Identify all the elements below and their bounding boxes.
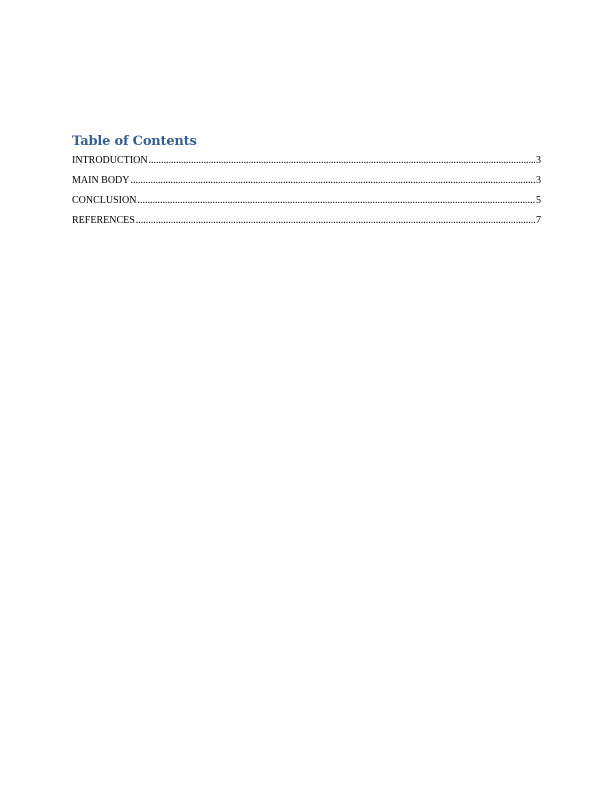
table-of-contents (72, 133, 541, 234)
dot-leader (136, 214, 535, 227)
toc-entry-label: REFERENCES (72, 215, 135, 226)
toc-entry-page-number: 7 (536, 215, 541, 226)
toc-entry-page-number: 3 (536, 155, 541, 166)
toc-entry-conclusion[interactable] (72, 194, 541, 214)
dot-leader (131, 174, 536, 187)
toc-heading: Table of Contents (72, 134, 197, 149)
toc-entry-references[interactable] (72, 214, 541, 234)
toc-entry-label: INTRODUCTION (72, 155, 148, 166)
toc-entry-introduction[interactable] (72, 154, 541, 174)
toc-entry-label: MAIN BODY (72, 175, 130, 186)
toc-entry-page-number: 3 (536, 175, 541, 186)
toc-entry-page-number: 5 (536, 195, 541, 206)
dot-leader (137, 194, 535, 207)
toc-entry-main-body[interactable] (72, 174, 541, 194)
dot-leader (149, 154, 535, 167)
toc-entry-label: CONCLUSION (72, 195, 137, 206)
